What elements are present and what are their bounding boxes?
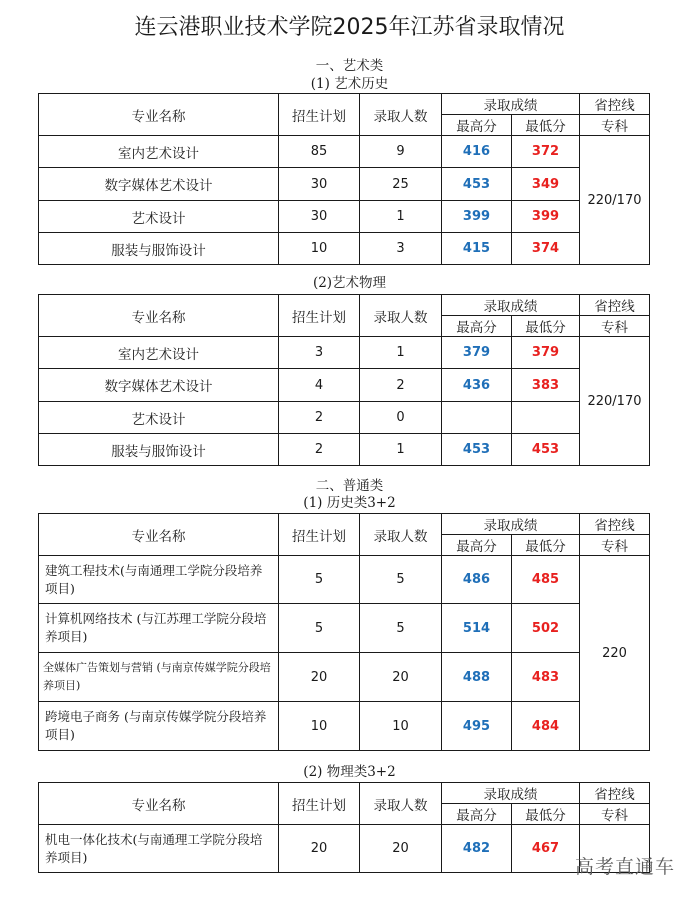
header-scores: 录取成绩 bbox=[442, 514, 580, 535]
cell-major: 艺术设计 bbox=[39, 201, 279, 233]
table-row bbox=[39, 369, 650, 402]
cell-major: 跨境电子商务 (与南京传媒学院分段培养项目) bbox=[39, 702, 279, 751]
table-row bbox=[39, 233, 650, 265]
cell-plan: 20 bbox=[279, 825, 360, 873]
cell-admitted: 5 bbox=[360, 556, 442, 604]
cell-max-score: 486 bbox=[442, 556, 512, 604]
cell-max-score: 514 bbox=[442, 604, 512, 653]
cell-admitted: 10 bbox=[360, 702, 442, 751]
header-level: 专科 bbox=[580, 115, 650, 136]
admission-table bbox=[38, 782, 650, 873]
header-max-score: 最高分 bbox=[442, 115, 512, 136]
cell-admitted: 1 bbox=[360, 337, 442, 369]
cell-min-score bbox=[512, 402, 580, 434]
cell-plan: 85 bbox=[279, 136, 360, 168]
header-plan: 招生计划 bbox=[279, 295, 360, 337]
cell-plan: 30 bbox=[279, 168, 360, 201]
cell-max-score: 482 bbox=[442, 825, 512, 873]
cell-min-score: 453 bbox=[512, 434, 580, 466]
cell-major: 室内艺术设计 bbox=[39, 337, 279, 369]
cell-max-score: 399 bbox=[442, 201, 512, 233]
cell-min-score: 372 bbox=[512, 136, 580, 168]
admission-table bbox=[38, 513, 650, 751]
header-min-score: 最低分 bbox=[512, 115, 580, 136]
cell-plan: 10 bbox=[279, 702, 360, 751]
cell-min-score: 485 bbox=[512, 556, 580, 604]
cell-max-score: 415 bbox=[442, 233, 512, 265]
cell-plan: 5 bbox=[279, 556, 360, 604]
header-row bbox=[39, 94, 650, 115]
header-max-score: 最高分 bbox=[442, 804, 512, 825]
cell-plan: 4 bbox=[279, 369, 360, 402]
cell-max-score: 379 bbox=[442, 337, 512, 369]
cell-max-score: 416 bbox=[442, 136, 512, 168]
cell-min-score: 483 bbox=[512, 653, 580, 702]
header-admitted: 录取人数 bbox=[360, 94, 442, 136]
table-row bbox=[39, 136, 650, 168]
cell-plan: 2 bbox=[279, 434, 360, 466]
page-title: 连云港职业技术学院2025年江苏省录取情况 bbox=[134, 15, 565, 40]
header-scores: 录取成绩 bbox=[442, 94, 580, 115]
table-row bbox=[39, 556, 650, 604]
table-row bbox=[39, 168, 650, 201]
header-control-line: 省控线 bbox=[580, 514, 650, 535]
cell-plan: 10 bbox=[279, 233, 360, 265]
cell-admitted: 0 bbox=[360, 402, 442, 434]
header-control-line: 省控线 bbox=[580, 295, 650, 316]
header-major: 专业名称 bbox=[39, 514, 279, 556]
cell-admitted: 3 bbox=[360, 233, 442, 265]
table-row bbox=[39, 337, 650, 369]
cell-max-score: 436 bbox=[442, 369, 512, 402]
cell-major: 室内艺术设计 bbox=[39, 136, 279, 168]
cell-admitted: 1 bbox=[360, 201, 442, 233]
admission-table bbox=[38, 93, 650, 265]
table-row bbox=[39, 201, 650, 233]
header-row bbox=[39, 514, 650, 535]
watermark: 高考直通车 bbox=[574, 856, 675, 878]
cell-plan: 2 bbox=[279, 402, 360, 434]
section-heading-general: 二、普通类 bbox=[315, 478, 384, 494]
table-row bbox=[39, 702, 650, 751]
cell-max-score: 495 bbox=[442, 702, 512, 751]
cell-major: 艺术设计 bbox=[39, 402, 279, 434]
cell-min-score: 399 bbox=[512, 201, 580, 233]
cell-plan: 5 bbox=[279, 604, 360, 653]
section-heading-art: 一、艺术类 bbox=[315, 58, 384, 74]
cell-admitted: 2 bbox=[360, 369, 442, 402]
cell-control-value: 220/170 bbox=[580, 136, 650, 265]
cell-admitted: 1 bbox=[360, 434, 442, 466]
cell-major: 服装与服饰设计 bbox=[39, 434, 279, 466]
header-major: 专业名称 bbox=[39, 94, 279, 136]
subheading-art-history: (1) 艺术历史 bbox=[310, 76, 389, 92]
header-major: 专业名称 bbox=[39, 295, 279, 337]
header-admitted: 录取人数 bbox=[360, 514, 442, 556]
header-control-line: 省控线 bbox=[580, 783, 650, 804]
header-max-score: 最高分 bbox=[442, 535, 512, 556]
header-scores: 录取成绩 bbox=[442, 783, 580, 804]
header-row bbox=[39, 295, 650, 316]
cell-min-score: 379 bbox=[512, 337, 580, 369]
header-min-score: 最低分 bbox=[512, 804, 580, 825]
cell-plan: 3 bbox=[279, 337, 360, 369]
header-plan: 招生计划 bbox=[279, 94, 360, 136]
cell-major: 建筑工程技术(与南通理工学院分段培养项目) bbox=[39, 556, 279, 604]
header-plan: 招生计划 bbox=[279, 514, 360, 556]
cell-min-score: 383 bbox=[512, 369, 580, 402]
cell-control-value: 220 bbox=[580, 556, 650, 751]
cell-min-score: 467 bbox=[512, 825, 580, 873]
header-level: 专科 bbox=[580, 804, 650, 825]
subheading-history-3plus2: (1) 历史类3+2 bbox=[303, 495, 396, 511]
header-row bbox=[39, 783, 650, 804]
cell-max-score: 488 bbox=[442, 653, 512, 702]
cell-plan: 20 bbox=[279, 653, 360, 702]
header-control-line: 省控线 bbox=[580, 94, 650, 115]
cell-min-score: 349 bbox=[512, 168, 580, 201]
header-scores: 录取成绩 bbox=[442, 295, 580, 316]
cell-major: 机电一体化技术(与南通理工学院分段培养项目) bbox=[39, 825, 279, 873]
cell-max-score bbox=[442, 402, 512, 434]
table-row bbox=[39, 402, 650, 434]
admission-table bbox=[38, 294, 650, 466]
cell-admitted: 9 bbox=[360, 136, 442, 168]
header-level: 专科 bbox=[580, 535, 650, 556]
table-row bbox=[39, 825, 650, 873]
subheading-art-physics: (2)艺术物理 bbox=[312, 275, 387, 291]
subheading-physics-3plus2: (2) 物理类3+2 bbox=[303, 764, 396, 780]
header-min-score: 最低分 bbox=[512, 535, 580, 556]
cell-major: 计算机网络技术 (与江苏理工学院分段培养项目) bbox=[39, 604, 279, 653]
header-major: 专业名称 bbox=[39, 783, 279, 825]
header-level: 专科 bbox=[580, 316, 650, 337]
cell-major: 全媒体广告策划与营销 (与南京传媒学院分段培养项目) bbox=[39, 653, 279, 702]
cell-min-score: 484 bbox=[512, 702, 580, 751]
cell-max-score: 453 bbox=[442, 434, 512, 466]
cell-major: 服装与服饰设计 bbox=[39, 233, 279, 265]
cell-admitted: 20 bbox=[360, 825, 442, 873]
header-admitted: 录取人数 bbox=[360, 783, 442, 825]
header-plan: 招生计划 bbox=[279, 783, 360, 825]
cell-admitted: 20 bbox=[360, 653, 442, 702]
cell-admitted: 5 bbox=[360, 604, 442, 653]
table-row bbox=[39, 434, 650, 466]
header-admitted: 录取人数 bbox=[360, 295, 442, 337]
header-max-score: 最高分 bbox=[442, 316, 512, 337]
cell-min-score: 502 bbox=[512, 604, 580, 653]
table-row bbox=[39, 653, 650, 702]
cell-control-value: 220/170 bbox=[580, 337, 650, 466]
cell-major: 数字媒体艺术设计 bbox=[39, 168, 279, 201]
cell-admitted: 25 bbox=[360, 168, 442, 201]
cell-max-score: 453 bbox=[442, 168, 512, 201]
cell-min-score: 374 bbox=[512, 233, 580, 265]
header-min-score: 最低分 bbox=[512, 316, 580, 337]
cell-plan: 30 bbox=[279, 201, 360, 233]
table-row bbox=[39, 604, 650, 653]
cell-major: 数字媒体艺术设计 bbox=[39, 369, 279, 402]
